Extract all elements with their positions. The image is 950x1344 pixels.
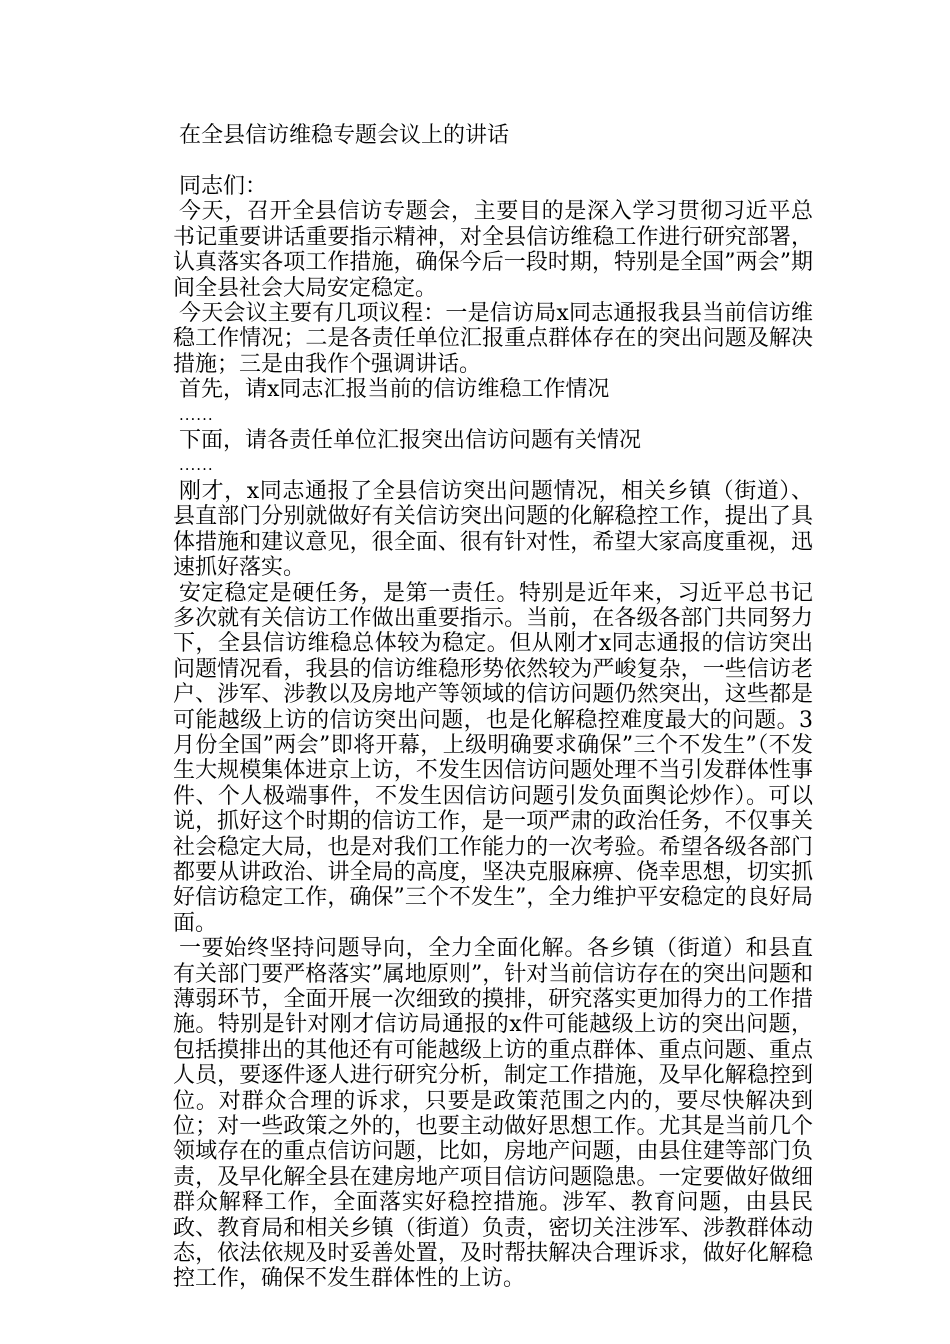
paragraph-unit-report: 下面，请各责任单位汇报突出信访问题有关情况 [179, 428, 642, 454]
paragraph-first-report: 首先，请x同志汇报当前的信访维稳工作情况 [179, 377, 610, 403]
salutation: 同志们： [179, 174, 268, 199]
paragraph-stability: 安定稳定是硬任务，是第一责任。特别是近年来，习近平总书记多次就有关信访工作做出重要指示。当前，在各级各部门共同努力下，全县信访维稳总体较为稳定。但从刚才x同志通报的信访突出问题情况看，我县的信访维稳形势依然较为严峻复杂，一些信访老户、涉军、涉教以及房地产等领域的信访问题仍然突出，这些都是可能越级上访的信访突出问题，也是化解稳控难度最大的问题。3月份全国”两会”即将开幕，上级明确要求确保”三个不发生”（不发生大规模集体进京上访，不发生因信访问题处理不当引发群体性事件、个人极端事件，不发生因信访问题引发负面舆论炒作）。可以说，抓好这个时期的信访工作，是一项严肃的政治任务，不仅事关社会稳定大局，也是对我们工作能力的一次考验。希望各级各部门都要从讲政治、讲全局的高度，坚决克服麻痹、侥幸思想，切实抓好信访稳定工作，确保”三个不发生”，全力维护平安稳定的良好局面。 [173, 580, 813, 936]
paragraph-summary: 刚才，x同志通报了全县信访突出问题情况，相关乡镇（街道）、县直部门分别就做好有关信访突出问题的化解稳控工作，提出了具体措施和建议意见，很全面、很有针对性，希望大家高度重视，迅速抓好落实。 [173, 478, 813, 581]
document-title: 在全县信访维稳专题会议上的讲话 [179, 123, 510, 148]
ellipsis-1: ...... [179, 405, 214, 424]
document-page [173, 120, 813, 1292]
paragraph-problem-oriented: 一要始终坚持问题导向，全力全面化解。各乡镇（街道）和县直有关部门要严格落实”属地原则”，针对当前信访存在的突出问题和薄弱环节，全面开展一次细致的摸排，研究落实更加得力的工作措施。特别是针对刚才信访局通报的x件可能越级上访的突出问题，包括摸排出的其他还有可能越级上访的重点群体、重点问题、重点人员，要逐件逐人进行研究分析，制定工作措施，及早化解稳控到位。对群众合理的诉求，只要是政策范围之内的，要尽快解决到位；对一些政策之外的，也要主动做好思想工作。尤其是当前几个领域存在的重点信访问题，比如，房地产问题，由县住建等部门负责，及早化解全县在建房地产项目信访问题隐患。一定要做好做细群众解释工作，全面落实好稳控措施。涉军、教育问题，由县民政、教育局和相关乡镇（街道）负责，密切关注涉军、涉教群体动态，依法依规及时妥善处置，及时帮扶解决合理诉求，做好化解稳控工作，确保不发生群体性的上访。 [173, 936, 813, 1292]
paragraph-opening: 今天，召开全县信访专题会，主要目的是深入学习贯彻习近平总书记重要讲话重要指示精神，对全县信访维稳工作进行研究部署，认真落实各项工作措施，确保今后一段时期，特别是全国”两会”期间全县社会大局安定稳定。 [173, 199, 813, 301]
ellipsis-2: ...... [179, 456, 214, 475]
paragraph-agenda: 今天会议主要有几项议程：一是信访局x同志通报我县当前信访维稳工作情况；二是各责任单位汇报重点群体存在的突出问题及解决措施；三是由我作个强调讲话。 [173, 301, 813, 377]
